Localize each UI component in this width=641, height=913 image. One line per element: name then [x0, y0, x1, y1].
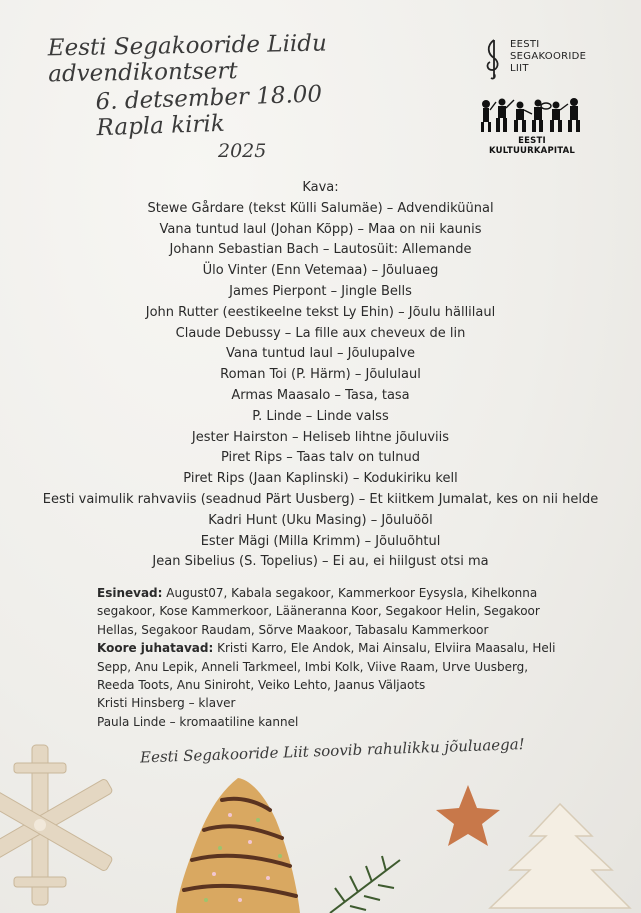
kultuurkapital-label: EESTI KULTUURKAPITAL — [489, 136, 575, 156]
program-item: Vana tuntud laul – Jõulupalve — [225, 346, 416, 362]
program-item: Jester Hairston – Heliseb lihtne jõuluviis — [191, 429, 450, 445]
treble-clef-icon — [482, 38, 504, 80]
program-item: Eesti vaimulik rahvaviis (seadnud Pärt Uusberg) – Et kiitkem Jumalat, kes on nii helde — [42, 491, 599, 507]
program-item: Johann Sebastian Bach – Lautosüit: Allemande — [169, 242, 472, 258]
conductors-block — [97, 639, 567, 694]
conductors-label: Koore juhatavad: — [97, 641, 214, 656]
event-date-place: 6. detsember 18.00 Rapla kirik — [95, 81, 323, 142]
logo-line-2: SEGAKOORIDE — [510, 51, 587, 62]
pine-branch-icon — [330, 856, 400, 913]
performers-label: Esinevad: — [97, 586, 163, 600]
program-item: Vana tuntud laul (Johan Kõpp) – Maa on nii kaunis — [159, 221, 482, 237]
page-title: Eesti Segakooride Liidu advendikontsert — [47, 30, 328, 88]
performers-text: August07, Kabala segakoor, Kammerkoor Eysysla, Kihelkonna segakoor, Kose Kammerkoor, Lääneranna Koor, Segakoor Helin, Segakoor Hellas, Segakoor Raudam, Sõrve Maakoor, Tabasalu Kammerkoor — [97, 586, 540, 637]
kultuurkapital-logo — [474, 96, 590, 156]
program-item: Jean Sibelius (S. Topelius) – Ei au, ei hiilgust otsi ma — [152, 554, 489, 570]
program-item: Stewe Gårdare (tekst Külli Salumäe) – Advendiküünal — [147, 200, 494, 216]
program-item: Ester Mägi (Milla Krimm) – Jõuluõhtul — [200, 533, 441, 549]
logo-line-3: LIIT — [510, 63, 529, 74]
program-item: Roman Toi (P. Härm) – Jõululaul — [220, 367, 421, 383]
soloist-line: Kristi Hinsberg – klaver — [97, 696, 236, 711]
event-year: 2025 — [218, 140, 267, 162]
gingerbread-tree-icon — [176, 778, 300, 913]
program-item: Armas Maasalo – Tasa, tasa — [231, 387, 410, 403]
program-item: P. Linde – Linde valss — [252, 408, 389, 424]
culture-figures-icon — [476, 96, 586, 134]
program-item: James Pierpont – Jingle Bells — [229, 283, 412, 299]
performers-section — [97, 584, 567, 731]
program-item: Kadri Hunt (Uku Masing) – Jõuluöõl — [208, 512, 433, 528]
program-item: John Rutter (eestikeelne tekst Ly Ehin) – Jõulu hällilaul — [145, 304, 496, 320]
program-item: Piret Rips – Taas talv on tulnud — [220, 450, 421, 466]
concert-program — [0, 178, 641, 573]
conductors-text: Kristi Karro, Ele Andok, Mai Ainsalu, Elviira Maasalu, Heli Sepp, Anu Lepik, Anneli Tarkmeel, Imbi Kolk, Viive Raam, Urve Uusberg, Reeda Toots, Anu Siniroht, Veiko Lehto, Jaanus Väljaots — [97, 641, 556, 693]
program-heading: Kava: — [302, 180, 339, 195]
program-item: Ülo Vinter (Enn Vetemaa) – Jõuluaeg — [202, 263, 439, 279]
logo-line-1: EESTI — [510, 39, 540, 50]
christmas-decorations — [0, 740, 641, 913]
wooden-snowflake-icon — [0, 745, 113, 905]
performers-block — [97, 584, 567, 639]
soloist-line: Paula Linde – kromaatiline kannel — [97, 714, 299, 729]
wooden-tree-icon — [490, 804, 630, 908]
segakooride-liit-logo — [482, 38, 612, 82]
program-item: Piret Rips (Jaan Kaplinski) – Kodukiriku kell — [183, 471, 458, 487]
closing-greeting: Eesti Segakooride Liit soovib rahulikku jõuluaega! — [139, 735, 525, 767]
program-item: Claude Debussy – La fille aux cheveux de lin — [175, 325, 466, 341]
star-icon — [436, 785, 500, 846]
